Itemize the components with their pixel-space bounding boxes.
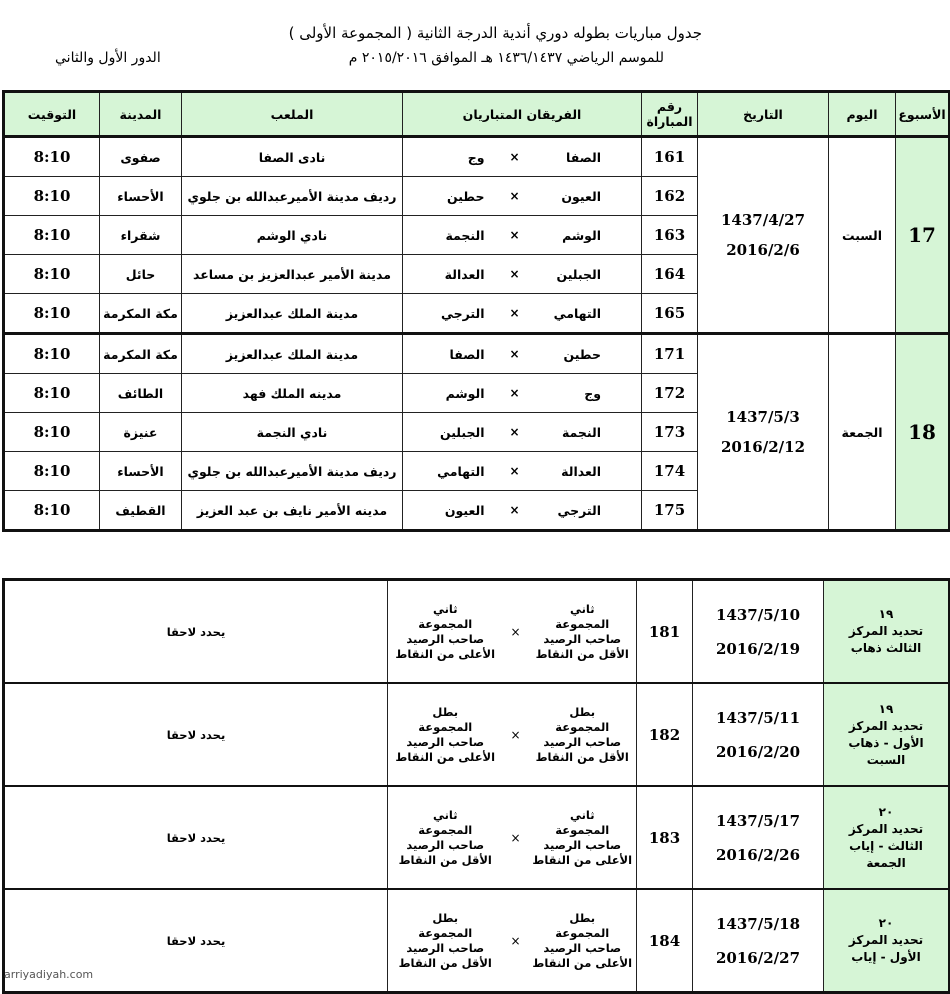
match-number: 175 — [642, 491, 698, 531]
home-team — [529, 889, 637, 993]
playoff-row — [4, 786, 950, 889]
home-team: الصفا — [535, 137, 642, 177]
versus-mark: × — [495, 216, 535, 255]
match-number: 162 — [642, 177, 698, 216]
home-team-line: صاحب الرصيد — [543, 837, 622, 852]
city: صفوى — [100, 137, 182, 177]
match-number: 165 — [642, 294, 698, 334]
away-team-line: صاحب الرصيد — [406, 734, 485, 749]
kickoff-time: 8:10 — [4, 334, 100, 374]
home-team-line: المجموعة — [555, 719, 610, 734]
city: حائل — [100, 255, 182, 294]
home-team-line: ثاني — [569, 601, 595, 616]
away-team-line: بطل — [432, 704, 459, 719]
city: مكة المكرمة — [100, 334, 182, 374]
home-team-line: ثاني — [569, 807, 595, 822]
away-team-line: ثاني — [432, 807, 458, 822]
versus-mark: × — [495, 374, 535, 413]
schedule-table — [2, 90, 950, 532]
table-row — [4, 137, 950, 177]
gregorian-date: 2016/2/19 — [715, 639, 801, 658]
versus-mark: × — [495, 452, 535, 491]
season-subtitle: للموسم الرياضي ١٤٣٦/١٤٣٧ هـ الموافق ٢٠١٥/٢٠١٦ م — [348, 50, 664, 66]
home-team — [529, 683, 637, 786]
stadium: مدينه الملك فهد — [182, 374, 403, 413]
stadium: مدينه الأمير نايف بن عبد العزيز — [182, 491, 403, 531]
playoff-week — [824, 786, 950, 889]
home-team-line: المجموعة — [555, 616, 610, 631]
playoff-week-line: ٢٠ — [878, 916, 894, 930]
city: القطيف — [100, 491, 182, 531]
playoff-week — [824, 580, 950, 684]
kickoff-time: 8:10 — [4, 413, 100, 452]
playoff-week-line: الجمعة — [866, 855, 906, 870]
hijri-date: 1437/5/10 — [715, 605, 801, 624]
away-team: العدالة — [403, 255, 495, 294]
playoff-week-line: الأول - إياب — [851, 950, 921, 964]
home-team — [529, 786, 637, 889]
away-team — [388, 580, 503, 684]
playoff-week-line: تحديد المركز — [848, 624, 924, 638]
gregorian-date: 2016/2/26 — [715, 845, 801, 864]
home-team: الوشم — [535, 216, 642, 255]
away-team: وج — [403, 137, 495, 177]
home-team-line: المجموعة — [555, 822, 610, 837]
playoff-week-line: الثالث ذهاب — [850, 641, 922, 655]
page-title: جدول مباريات بطوله دوري أندية الدرجة الثانية ( المجموعة الأولى ) — [288, 24, 702, 42]
match-number: 182 — [637, 683, 693, 786]
home-team-line: الأعلى من النقاط — [532, 852, 633, 867]
stadium: مدينة الملك عبدالعزيز — [182, 334, 403, 374]
playoff-week-line: السبت — [866, 752, 906, 767]
away-team-line: صاحب الرصيد — [406, 837, 485, 852]
versus-mark: × — [503, 683, 529, 786]
kickoff-time: 8:10 — [4, 177, 100, 216]
match-date — [698, 137, 829, 334]
stadium: نادي الوشم — [182, 216, 403, 255]
home-team-line: الأعلى من النقاط — [532, 955, 633, 970]
hijri-date: 1437/5/11 — [715, 708, 801, 727]
versus-mark: × — [503, 580, 529, 684]
city: مكة المكرمة — [100, 294, 182, 334]
city: الطائف — [100, 374, 182, 413]
hijri-date: 1437/4/27 — [720, 211, 806, 229]
to-be-determined: يحدد لاحقا — [4, 786, 388, 889]
match-number: 161 — [642, 137, 698, 177]
kickoff-time: 8:10 — [4, 491, 100, 531]
week-number: 18 — [896, 334, 950, 531]
home-team: وج — [535, 374, 642, 413]
playoff-row — [4, 683, 950, 786]
gregorian-date: 2016/2/12 — [720, 438, 806, 456]
versus-mark: × — [495, 255, 535, 294]
away-team — [388, 683, 503, 786]
away-team: النجمة — [403, 216, 495, 255]
playoff-date — [693, 580, 824, 684]
stadium: رديف مدينة الأميرعبدالله بن جلوي — [182, 452, 403, 491]
away-team: الترجي — [403, 294, 495, 334]
playoff-week-line: تحديد المركز — [848, 821, 924, 836]
versus-mark: × — [495, 491, 535, 531]
versus-mark: × — [495, 294, 535, 334]
kickoff-time: 8:10 — [4, 216, 100, 255]
away-team-line: الأعلى من النقاط — [395, 646, 496, 661]
home-team: العيون — [535, 177, 642, 216]
col-time: التوقيت — [4, 92, 100, 137]
stadium: مدينة الملك عبدالعزيز — [182, 294, 403, 334]
kickoff-time: 8:10 — [4, 255, 100, 294]
home-team-line: بطل — [569, 704, 596, 719]
away-team-line: المجموعة — [418, 616, 473, 631]
playoff-week-line: الأول - ذهاب — [848, 735, 924, 750]
hijri-date: 1437/5/17 — [715, 811, 801, 830]
match-day: الجمعة — [829, 334, 896, 531]
away-team: الجبلين — [403, 413, 495, 452]
home-team-line: المجموعة — [555, 925, 610, 940]
home-team: الترجي — [535, 491, 642, 531]
col-week: الأسبوع — [896, 92, 950, 137]
away-team: التهامي — [403, 452, 495, 491]
city: الأحساء — [100, 452, 182, 491]
col-city: المدينة — [100, 92, 182, 137]
home-team: النجمة — [535, 413, 642, 452]
away-team-line: صاحب الرصيد — [406, 940, 485, 955]
away-team-line: صاحب الرصيد — [406, 631, 485, 646]
home-team — [529, 580, 637, 684]
match-number: 172 — [642, 374, 698, 413]
round-label: الدور الأول والثاني — [55, 50, 161, 66]
stadium: نادى الصفا — [182, 137, 403, 177]
match-number: 163 — [642, 216, 698, 255]
playoff-week-line: ١٩ — [878, 607, 894, 621]
playoff-date — [693, 889, 824, 993]
kickoff-time: 8:10 — [4, 452, 100, 491]
playoff-table — [2, 578, 950, 994]
match-number: 171 — [642, 334, 698, 374]
home-team-line: صاحب الرصيد — [543, 734, 622, 749]
away-team-line: الأقل من النقاط — [398, 852, 492, 867]
away-team-line: المجموعة — [418, 822, 473, 837]
table-row — [4, 334, 950, 374]
playoff-week-line: ٢٠ — [878, 804, 894, 819]
home-team: العدالة — [535, 452, 642, 491]
to-be-determined: يحدد لاحقا — [4, 683, 388, 786]
versus-mark: × — [495, 334, 535, 374]
playoff-row — [4, 580, 950, 684]
gregorian-date: 2016/2/27 — [715, 948, 801, 967]
match-number: 174 — [642, 452, 698, 491]
stadium: رديف مدينة الأميرعبدالله بن جلوي — [182, 177, 403, 216]
match-date — [698, 334, 829, 531]
hijri-date: 1437/5/18 — [715, 914, 801, 933]
home-team: التهامي — [535, 294, 642, 334]
away-team — [388, 889, 503, 993]
kickoff-time: 8:10 — [4, 137, 100, 177]
away-team: العيون — [403, 491, 495, 531]
versus-mark: × — [495, 137, 535, 177]
away-team-line: المجموعة — [418, 925, 473, 940]
versus-mark: × — [503, 889, 529, 993]
col-date: التاريخ — [698, 92, 829, 137]
hijri-date: 1437/5/3 — [726, 408, 800, 426]
versus-mark: × — [495, 177, 535, 216]
week-number: 17 — [896, 137, 950, 334]
to-be-determined: يحدد لاحقا — [4, 580, 388, 684]
away-team-line: الأقل من النقاط — [398, 955, 492, 970]
home-team: حطين — [535, 334, 642, 374]
playoff-date — [693, 683, 824, 786]
city: شقراء — [100, 216, 182, 255]
match-number: 181 — [637, 580, 693, 684]
col-stadium: الملعب — [182, 92, 403, 137]
col-match-no: رقم المباراة — [642, 92, 698, 137]
gregorian-date: 2016/2/20 — [715, 742, 801, 761]
city: الأحساء — [100, 177, 182, 216]
stadium: مدينة الأمير عبدالعزيز بن مساعد — [182, 255, 403, 294]
to-be-determined: يحدد لاحقا — [4, 889, 388, 993]
home-team-line: بطل — [569, 910, 596, 925]
versus-mark: × — [495, 413, 535, 452]
playoff-row — [4, 889, 950, 993]
home-team-line: الأقل من النقاط — [535, 749, 629, 764]
away-team: حطين — [403, 177, 495, 216]
stadium: نادي النجمة — [182, 413, 403, 452]
away-team — [388, 786, 503, 889]
kickoff-time: 8:10 — [4, 294, 100, 334]
home-team-line: صاحب الرصيد — [543, 940, 622, 955]
away-team-line: بطل — [432, 910, 459, 925]
away-team: الصفا — [403, 334, 495, 374]
col-teams: الفريقان المتباريان — [403, 92, 642, 137]
match-number: 184 — [637, 889, 693, 993]
away-team: الوشم — [403, 374, 495, 413]
match-number: 164 — [642, 255, 698, 294]
gregorian-date: 2016/2/6 — [726, 241, 800, 259]
city: عنيزة — [100, 413, 182, 452]
table-header-row — [4, 92, 950, 137]
away-team-line: الأعلى من النقاط — [395, 749, 496, 764]
playoff-week-line: تحديد المركز — [848, 933, 924, 947]
home-team-line: الأقل من النقاط — [535, 646, 629, 661]
match-number: 173 — [642, 413, 698, 452]
home-team-line: صاحب الرصيد — [543, 631, 622, 646]
match-number: 183 — [637, 786, 693, 889]
col-day: اليوم — [829, 92, 896, 137]
home-team: الجبلين — [535, 255, 642, 294]
watermark: arriyadiyah.com — [4, 968, 94, 981]
match-day: السبت — [829, 137, 896, 334]
playoff-date — [693, 786, 824, 889]
away-team-line: ثاني — [432, 601, 458, 616]
away-team-line: المجموعة — [418, 719, 473, 734]
playoff-week-line: ١٩ — [878, 701, 894, 716]
playoff-week — [824, 683, 950, 786]
playoff-week-line: الثالث - إياب — [849, 838, 923, 853]
versus-mark: × — [503, 786, 529, 889]
playoff-week — [824, 889, 950, 993]
kickoff-time: 8:10 — [4, 374, 100, 413]
playoff-week-line: تحديد المركز — [848, 718, 924, 733]
